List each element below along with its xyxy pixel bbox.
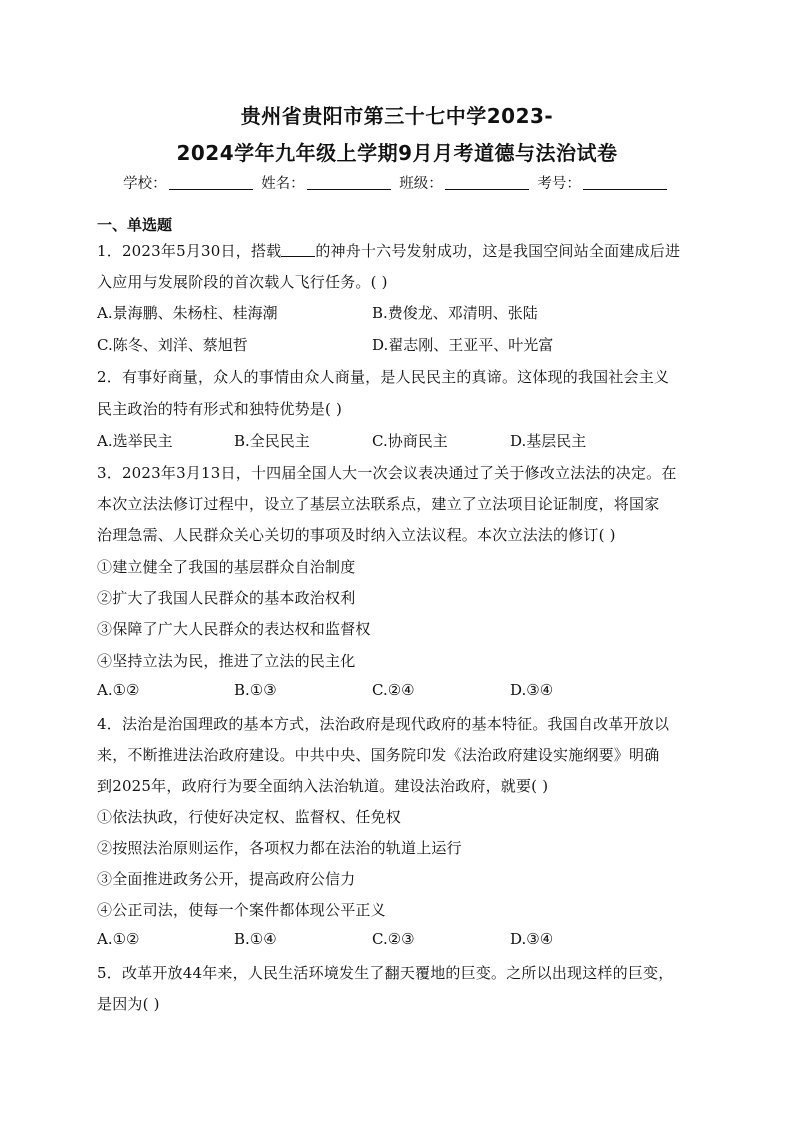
- q4-item-1: ①依法执政，行使好决定权、监督权、任免权: [97, 808, 402, 826]
- q2-option-b[interactable]: B.全民民主: [234, 432, 310, 450]
- name-blank[interactable]: [307, 175, 391, 190]
- q1-option-a[interactable]: A.景海鹏、朱杨柱、桂海潮: [97, 304, 278, 322]
- q2-line-1: 2．有事好商量，众人的事情由众人商量，是人民民主的真谛。这体现的我国社会主义: [97, 368, 670, 386]
- exam-title-line1: 贵州省贵阳市第三十七中学2023-: [240, 104, 554, 128]
- q3-line-1: 3．2023年3月13日，十四届全国人大一次会议表决通过了关于修改立法法的决定。在: [97, 464, 677, 482]
- number-blank[interactable]: [583, 175, 667, 190]
- q4-option-a[interactable]: A.①②: [97, 930, 140, 948]
- class-label: 班级：: [399, 176, 443, 192]
- q4-item-2: ②按照法治原则运作，各项权力都在法治的轨道上运行: [97, 839, 462, 857]
- q3-item-1: ①建立健全了我国的基层群众自治制度: [97, 558, 356, 576]
- q1-fill-blank: [281, 242, 315, 257]
- q3-line-3: 治理急需、人民群众关心关切的事项及时纳入立法议程。本次立法法的修订( ): [97, 526, 616, 544]
- q1-text-a: 1．2023年5月30日，搭载: [97, 242, 282, 260]
- q1-option-c[interactable]: C.陈冬、刘洋、蔡旭哲: [97, 336, 248, 354]
- q4-option-d[interactable]: D.③④: [510, 930, 554, 948]
- q1-line-2: 入应用与发展阶段的首次载人飞行任务。( ): [97, 273, 388, 291]
- q1-option-b[interactable]: B.费俊龙、邓清明、张陆: [372, 304, 538, 322]
- q4-item-3: ③全面推进政务公开，提高政府公信力: [97, 870, 356, 888]
- q3-item-3: ③保障了广大人民群众的表达权和监督权: [97, 620, 371, 638]
- q5-line-1: 5．改革开放44年来，人民生活环境发生了翻天覆地的巨变。之所以出现这样的巨变，: [97, 964, 674, 982]
- q3-line-2: 本次立法法修订过程中，设立了基层立法联系点，建立了立法项目论证制度，将国家: [97, 495, 660, 513]
- q2-line-2: 民主政治的特有形式和独特优势是( ): [97, 400, 343, 418]
- q4-line-2: 来，不断推进法治政府建设。中共中央、国务院印发《法治政府建设实施纲要》明确: [97, 746, 660, 764]
- name-label: 姓名：: [261, 176, 305, 192]
- q3-item-2: ②扩大了我国人民群众的基本政治权利: [97, 589, 356, 607]
- q4-line-1: 4．法治是治国理政的基本方式，法治政府是现代政府的基本特征。我国自改革开放以: [97, 715, 670, 733]
- number-label: 考号：: [537, 176, 581, 192]
- class-blank[interactable]: [445, 175, 529, 190]
- q1-option-d[interactable]: D.翟志刚、王亚平、叶光富: [372, 336, 554, 354]
- q3-option-c[interactable]: C.②④: [372, 681, 415, 699]
- exam-title-line2: 2024学年九年级上学期9月月考道德与法治试卷: [176, 141, 618, 165]
- q1-line-1: [97, 240, 680, 261]
- q3-item-4: ④坚持立法为民，推进了立法的民主化: [97, 652, 356, 670]
- q5-line-2: 是因为( ): [97, 995, 160, 1013]
- q4-option-c[interactable]: C.②③: [372, 930, 415, 948]
- q1-text-b: 的神舟十六号发射成功，这是我国空间站全面建成后进: [315, 242, 681, 260]
- school-label: 学校：: [123, 176, 167, 192]
- q3-option-a[interactable]: A.①②: [97, 681, 140, 699]
- q2-option-c[interactable]: C.协商民主: [372, 432, 448, 450]
- q2-option-a[interactable]: A.选举民主: [97, 432, 173, 450]
- q4-item-4: ④公正司法，使每一个案件都体现公平正义: [97, 901, 386, 919]
- q3-option-d[interactable]: D.③④: [510, 681, 554, 699]
- school-blank[interactable]: [169, 175, 253, 190]
- section-title: 一、单选题: [97, 216, 173, 234]
- q4-line-3: 到2025年，政府行为要全面纳入法治轨道。建设法治政府，就要( ): [97, 777, 549, 795]
- q4-option-b[interactable]: B.①④: [234, 930, 277, 948]
- q3-option-b[interactable]: B.①③: [234, 681, 277, 699]
- student-info-row: [0, 172, 794, 193]
- q2-option-d[interactable]: D.基层民主: [510, 432, 587, 450]
